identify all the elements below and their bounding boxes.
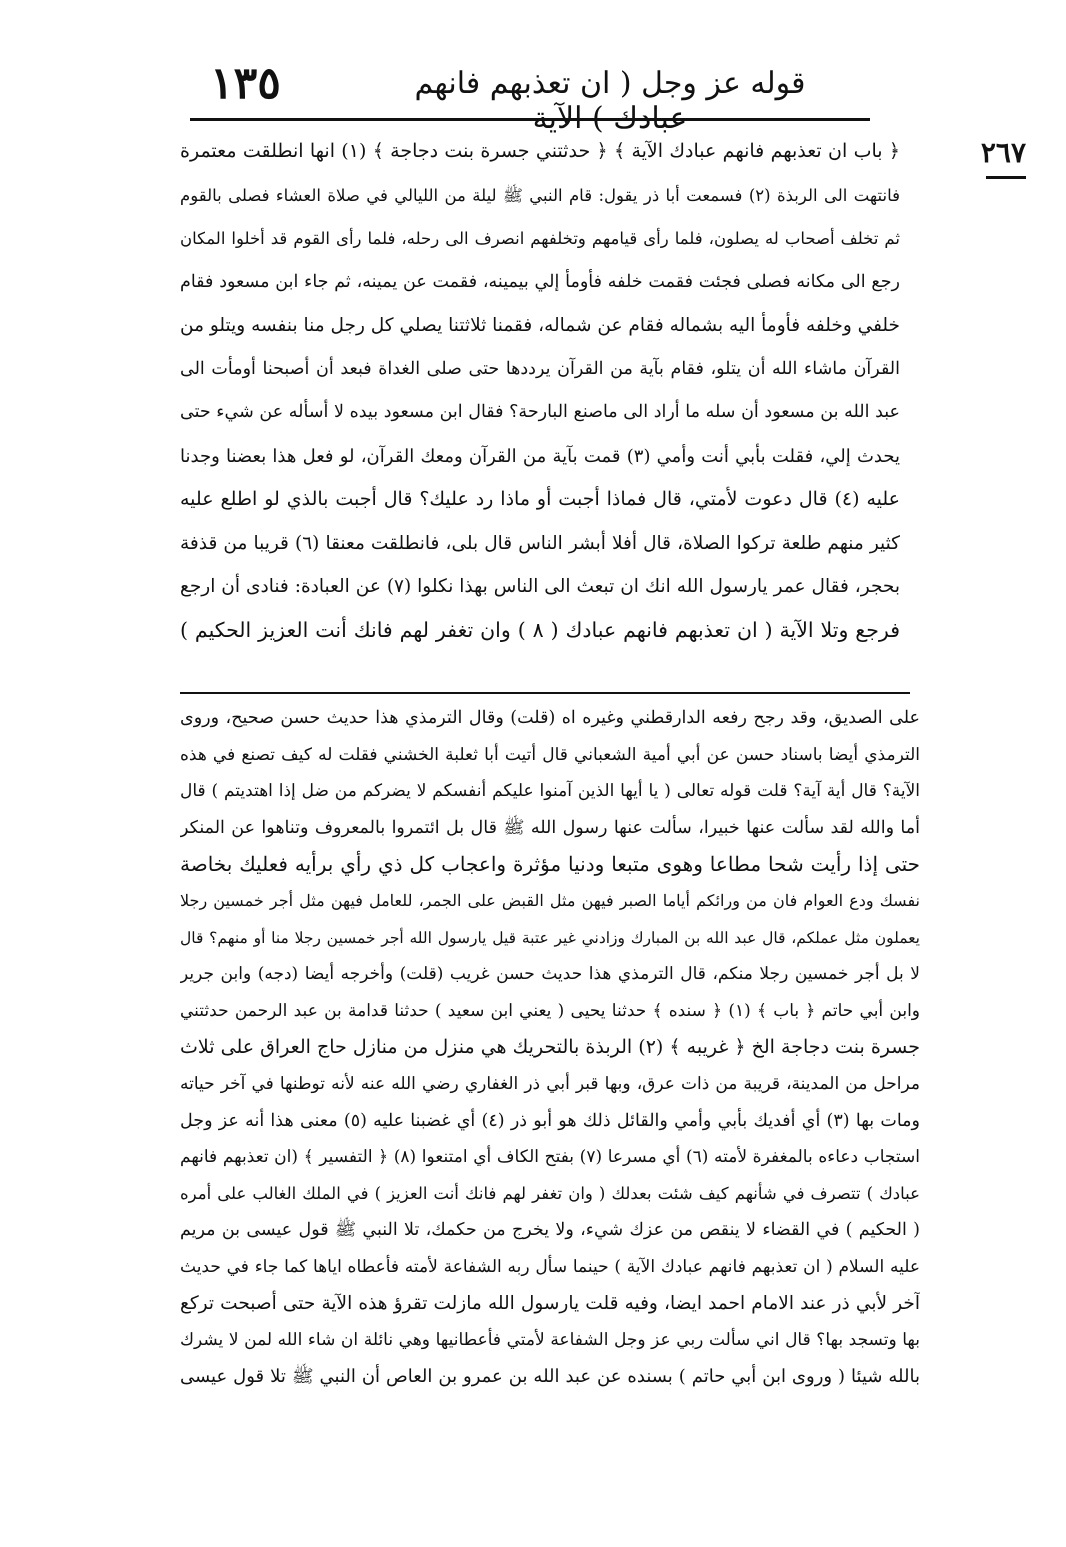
main-text-line: القرآن ماشاء الله أن يتلو، فقام بآية من القرآن يرددها حتى صلى الغداة فبعد أن أصبحنا أومأت الى bbox=[180, 358, 900, 379]
main-text-line: عليه (٤) قال دعوت لأمتي، قال فماذا أجبت أو ماذا رد عليك؟ قال أجبت بالذي لو اطلع عليه bbox=[180, 488, 900, 510]
commentary-line: ومات بها (٣) أي أفديك بأبي وأمي والقائل ذلك هو أبو ذر (٤) أي غضبنا عليه (٥) معنى هذا أنه عز وجل bbox=[180, 1110, 920, 1131]
main-text-line: ثم تخلف أصحاب له يصلون، فلما رأى قيامهم وتخلفهم انصرف الى رحله، فلما رأى القوم قد أخلوا المكان bbox=[180, 229, 900, 248]
commentary-line: وابن أبي حاتم ﴿ باب ﴾ (١) ﴿ سنده ﴾ حدثنا يحيى ( يعني ابن سعيد ) حدثنا قدامة بن عبد الرحمن حدثتني bbox=[180, 1000, 920, 1021]
commentary-line: الآية؟ قال أية آية؟ قلت قوله تعالى ( يا أيها الذين آمنوا عليكم أنفسكم لا يضركم من ضل إذا اهتديتم ) قال bbox=[180, 781, 920, 802]
main-text-line: خلفي وخلفه فأومأ اليه بشماله فقام عن شماله، فقمنا ثلاثتنا يصلي كل رجل منا بنفسه ويتلو من bbox=[180, 315, 900, 336]
commentary-line: على الصديق، وقد رجح رفعه الدارقطني وغيره اه (قلت) وقال الترمذي هذا حديث حسن صحيح، وروى bbox=[180, 708, 920, 728]
hadith-number-mark bbox=[986, 176, 1026, 179]
main-text-line: عبد الله بن مسعود أن سله ما أراد الى ماصنع البارحة؟ فقال ابن مسعود بيده لا أسأله عن شيء حتى bbox=[180, 402, 900, 422]
commentary-line: الترمذي أيضا باسناد حسن عن أبي أمية الشعباني قال أتيت أبا ثعلبة الخشني فقلت له كيف تصنع في هذه bbox=[180, 744, 920, 765]
running-title: قوله عز وجل ( ان تعذبهم فانهم عبادك ) الآية bbox=[414, 66, 806, 136]
commentary-line: ( الحكيم ) في القضاء لا ينقص من عزك شيء، ولا يخرج من حكمك، تلا النبي ﷺ قول عيسى بن مريم bbox=[180, 1220, 920, 1241]
main-text-line: كثير منهم طلعة تركوا الصلاة، قال أفلا أبشر الناس قال بلى، فانطلقت معنقا (٦) قريبا من قذفة bbox=[180, 532, 900, 554]
commentary-line: بالله شيئا ( وروى ابن أبي حاتم ) بسنده عن عبد الله بن عمرو بن العاص أن النبي ﷺ تلا قول عيسى bbox=[180, 1365, 920, 1387]
main-text-line: رجع الى مكانه فصلى فجئت فقمت خلفه فأومأ إلي بيمينه، فقمت عن يمينه، ثم جاء ابن مسعود فقام bbox=[180, 271, 900, 292]
main-text-line: بحجر، فقال عمر يارسول الله انك ان تبعث الى الناس بهذا نكلوا (٧) عن العبادة: فنادى أن ارجع bbox=[180, 576, 900, 597]
footnote-divider bbox=[180, 692, 910, 694]
hadith-number: ٢٦٧ bbox=[980, 136, 1026, 169]
commentary-line: مراحل من المدينة، قريبة من ذات عرق، وبها قبر أبي ذر الغفاري رضي الله عنه لأنه توطنها في آخر حياته bbox=[180, 1073, 920, 1094]
commentary-text bbox=[180, 700, 920, 1395]
page-number: ١٣٥ bbox=[210, 58, 281, 109]
commentary-line: جسرة بنت دجاجة الخ ﴿ غريبه ﴾ (٢) الربذة بالتحريك هي منزل من منازل حاج العراق على ثلاث bbox=[180, 1036, 920, 1059]
commentary-line: استجاب دعاءه بالمغفرة لأمته (٦) أي مسرعا (٧) بفتح الكاف أي امتنعوا (٨) ﴿ التفسير ﴾ (ان تعذبهم فانهم bbox=[180, 1147, 920, 1168]
main-text-line: فرجع وتلا الآية ( ان تعذبهم فانهم عبادك ( ٨ ) وان تغفر لهم فانك أنت العزيز الحكيم ) bbox=[180, 617, 900, 642]
commentary-line: يعملون مثل عملكم، قال عبد الله بن المبارك وزادني غير عتبة قيل يارسول الله أجر خمسين رجلا منا أو منهم؟ قال bbox=[180, 928, 920, 947]
commentary-line: عليه السلام ( ان تعذبهم فانهم عبادك الآية ) حينما سأل ربه الشفاعة لأمته فأعطاه اياها كما جاء في حديث bbox=[180, 1256, 920, 1277]
main-text-line: فانتهت الى الربذة (٢) فسمعت أبا ذر يقول: قام النبي ﷺ ليلة من الليالي في صلاة العشاء فصلى بالقوم bbox=[180, 185, 900, 205]
commentary-line: نفسك ودع العوام فان من ورائكم أياما الصبر فيهن مثل القبض على الجمر، للعامل فيهن مثل أجر خمسين رجلا bbox=[180, 890, 920, 910]
commentary-line: حتى إذا رأيت شحا مطاعا وهوى متبعا ودنيا مؤثرة واعجاب كل ذي رأي برأيه فعليك بخاصة bbox=[180, 852, 920, 877]
commentary-line: لا بل أجر خمسين رجلا منكم، قال الترمذي هذا حديث حسن غريب (قلت) وأخرجه أيضا (دجه) وابن جرير bbox=[180, 964, 920, 985]
commentary-line: بها وتسجد بها؟ قال اني سألت ربي عز وجل الشفاعة لأمتي فأعطانيها وهي نائلة ان شاء الله لمن لا يشرك bbox=[180, 1330, 920, 1351]
commentary-line: آخر لأبي ذر عند الامام احمد ايضا، وفيه قلت يارسول الله مازلت تقرؤ هذه الآية حتى أصبحت تركع bbox=[180, 1292, 920, 1314]
main-text bbox=[180, 130, 900, 652]
commentary-line: عبادك ) تتصرف في شأنهم كيف شئت بعدلك ( وان تغفر لهم فانك أنت العزيز ) في الملك الغالب على أمره bbox=[180, 1183, 920, 1203]
main-text-line: يحدث إلي، فقلت بأبي أنت وأمي (٣) قمت بآية من القرآن ومعك القرآن، لو فعل هذا بعضنا وجدنا bbox=[180, 445, 900, 467]
commentary-line: أما والله لقد سألت عنها خبيرا، سألت عنها رسول الله ﷺ قال بل ائتمروا بالمعروف وتناهوا عن المنكر bbox=[180, 817, 920, 838]
main-text-line: ﴿ باب ان تعذبهم فانهم عبادك الآية ﴾ ﴿ حدثتني جسرة بنت دجاجة ﴾ (١) انها انطلقت معتمرة bbox=[180, 140, 900, 162]
header-rule bbox=[190, 118, 870, 121]
